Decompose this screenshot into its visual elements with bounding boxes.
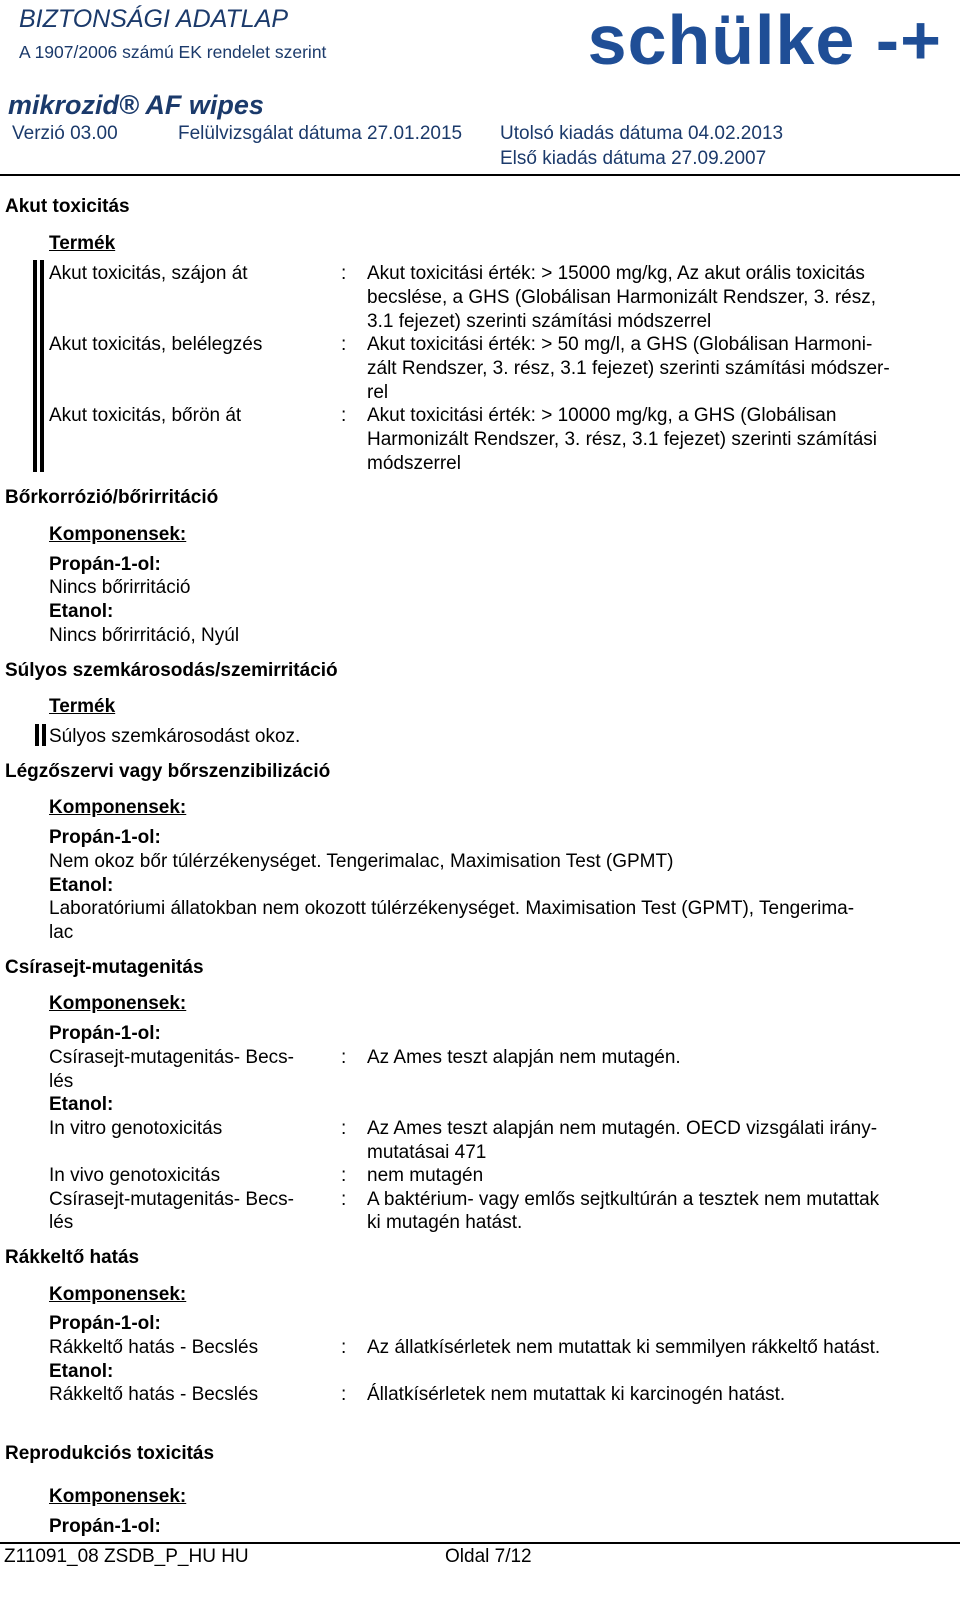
- section-acute-title: Akut toxicitás: [5, 196, 130, 217]
- acute-dermal-value: Harmonizált Rendszer, 3. rész, 3.1 fejezet) szerinti számítási: [367, 429, 878, 450]
- header-divider: [0, 174, 960, 176]
- component-propanol: Propán-1-ol:: [49, 554, 161, 575]
- acute-dermal-value: Akut toxicitási érték: > 10000 mg/kg, a GHS (Globálisan: [367, 405, 837, 426]
- change-bar: [33, 260, 37, 472]
- document-title: BIZTONSÁGI ADATLAP: [19, 5, 289, 33]
- colon: :: [341, 1047, 347, 1068]
- revision-date: Felülvizsgálat dátuma 27.01.2015: [178, 123, 463, 144]
- sens-ethanol-text: lac: [49, 922, 74, 943]
- colon: :: [341, 1337, 347, 1358]
- carc-r1-label: Rákkeltő hatás - Becslés: [49, 1337, 259, 1358]
- component-propanol: Propán-1-ol:: [49, 1516, 161, 1537]
- acute-oral-value: becslése, a GHS (Globálisan Harmonizált Rendszer, 3. rész,: [367, 287, 876, 308]
- change-bar: [35, 724, 39, 746]
- acute-inhalation-value: rel: [367, 382, 389, 403]
- colon: :: [341, 1165, 347, 1186]
- acute-dermal-value: módszerrel: [367, 453, 461, 474]
- colon: :: [341, 1384, 347, 1405]
- footer-page-number: Oldal 7/12: [445, 1546, 532, 1567]
- acute-oral-label: Akut toxicitás, szájon át: [49, 263, 248, 284]
- muta-r4-label: lés: [49, 1212, 74, 1233]
- acute-dermal-label: Akut toxicitás, bőrön át: [49, 405, 242, 426]
- muta-r1-label: lés: [49, 1071, 74, 1092]
- company-logo: schülke -+: [587, 1, 942, 79]
- repro-group-label: Komponensek:: [49, 1486, 187, 1507]
- section-carcinogenicity-title: Rákkeltő hatás: [5, 1247, 140, 1268]
- muta-group-label: Komponensek:: [49, 993, 187, 1014]
- version-label: Verzió 03.00: [12, 123, 118, 144]
- carc-group-label: Komponensek:: [49, 1284, 187, 1305]
- muta-r4-value: ki mutagén hatást.: [367, 1212, 523, 1233]
- product-name: mikrozid® AF wipes: [8, 90, 264, 120]
- first-issue-date: Első kiadás dátuma 27.09.2007: [500, 148, 767, 169]
- muta-r4-value: A baktérium- vagy emlős sejtkultúrán a tesztek nem mutattak: [367, 1189, 880, 1210]
- acute-inhalation-label: Akut toxicitás, belélegzés: [49, 334, 263, 355]
- component-propanol: Propán-1-ol:: [49, 1023, 161, 1044]
- colon: :: [341, 405, 347, 426]
- skin-ethanol-text: Nincs bőrirritáció, Nyúl: [49, 625, 240, 646]
- eye-group-label: Termék: [49, 696, 116, 717]
- skin-group-label: Komponensek:: [49, 524, 187, 545]
- muta-r2-value: Az Ames teszt alapján nem mutagén. OECD vizsgálati irány-: [367, 1118, 878, 1139]
- muta-r3-value: nem mutagén: [367, 1165, 484, 1186]
- sens-ethanol-text: Laboratóriumi állatokban nem okozott túlérzékenységet. Maximisation Test (GPMT), Tengerima-: [49, 898, 855, 919]
- section-reproductive-title: Reprodukciós toxicitás: [5, 1443, 215, 1464]
- acute-oral-value: Akut toxicitási érték: > 15000 mg/kg, Az akut orális toxicitás: [367, 263, 865, 284]
- colon: :: [341, 334, 347, 355]
- carc-r2-value: Állatkísérletek nem mutattak ki karcinogén hatást.: [367, 1384, 786, 1405]
- muta-r1-label: Csírasejt-mutagenitás- Becs-: [49, 1047, 294, 1068]
- last-issue-date: Utolsó kiadás dátuma 04.02.2013: [500, 123, 784, 144]
- acute-group-label: Termék: [49, 233, 116, 254]
- regulation-subtitle: A 1907/2006 számú EK rendelet szerint: [19, 42, 327, 62]
- skin-propanol-text: Nincs bőrirritáció: [49, 577, 191, 598]
- component-ethanol: Etanol:: [49, 601, 114, 622]
- section-eye-title: Súlyos szemkárosodás/szemirritáció: [5, 660, 338, 681]
- footer-doc-id: Z11091_08 ZSDB_P_HU HU: [4, 1546, 249, 1567]
- component-ethanol: Etanol:: [49, 1361, 114, 1382]
- colon: :: [341, 1189, 347, 1210]
- change-bar: [40, 260, 44, 472]
- carc-r1-value: Az állatkísérletek nem mutattak ki semmilyen rákkeltő hatást.: [367, 1337, 881, 1358]
- acute-inhalation-value: zált Rendszer, 3. rész, 3.1 fejezet) szerinti számítási módszer-: [367, 358, 890, 379]
- sens-propanol-text: Nem okoz bőr túlérzékenységet. Tengerimalac, Maximisation Test (GPMT): [49, 851, 674, 872]
- section-skin-title: Bőrkorrózió/bőrirritáció: [5, 487, 219, 508]
- change-bar: [42, 724, 46, 746]
- component-ethanol: Etanol:: [49, 1094, 114, 1115]
- section-sensitization-title: Légzőszervi vagy bőrszenzibilizáció: [5, 761, 331, 782]
- component-propanol: Propán-1-ol:: [49, 827, 161, 848]
- colon: :: [341, 263, 347, 284]
- sens-group-label: Komponensek:: [49, 797, 187, 818]
- component-ethanol: Etanol:: [49, 875, 114, 896]
- muta-r3-label: In vivo genotoxicitás: [49, 1165, 221, 1186]
- muta-r2-value: mutatásai 471: [367, 1142, 487, 1163]
- eye-text: Súlyos szemkárosodást okoz.: [49, 726, 301, 747]
- muta-r1-value: Az Ames teszt alapján nem mutagén.: [367, 1047, 681, 1068]
- footer-divider: [0, 1542, 960, 1544]
- acute-inhalation-value: Akut toxicitási érték: > 50 mg/l, a GHS (Globálisan Harmoni-: [367, 334, 873, 355]
- acute-oral-value: 3.1 fejezet) szerinti számítási módszerrel: [367, 311, 712, 332]
- carc-r2-label: Rákkeltő hatás - Becslés: [49, 1384, 259, 1405]
- section-mutagenicity-title: Csírasejt-mutagenitás: [5, 957, 204, 978]
- component-propanol: Propán-1-ol:: [49, 1313, 161, 1334]
- muta-r2-label: In vitro genotoxicitás: [49, 1118, 223, 1139]
- muta-r4-label: Csírasejt-mutagenitás- Becs-: [49, 1189, 294, 1210]
- colon: :: [341, 1118, 347, 1139]
